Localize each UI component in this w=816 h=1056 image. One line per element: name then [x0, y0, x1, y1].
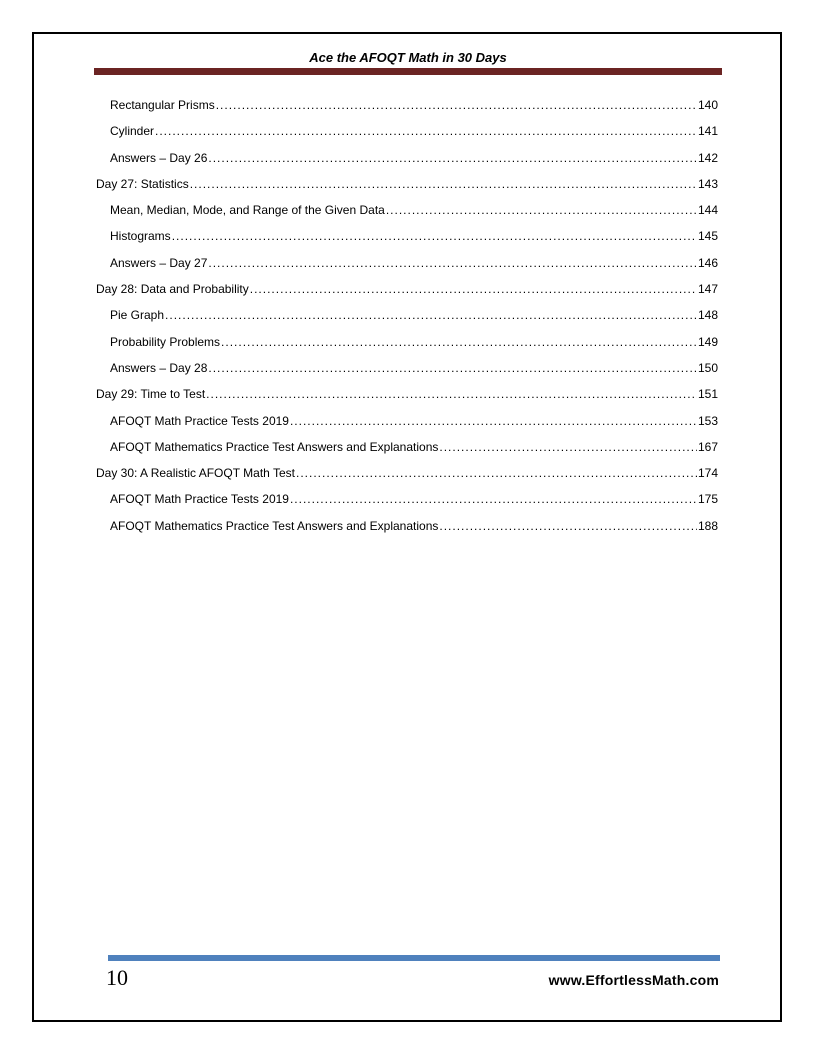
- toc-dot-leader: [208, 145, 697, 171]
- toc-entry-label: AFOQT Mathematics Practice Test Answers and Explanations: [110, 518, 439, 533]
- toc-entry[interactable]: [96, 118, 718, 144]
- toc-entry-label: Histograms: [110, 229, 171, 244]
- toc-dot-leader: [290, 486, 697, 512]
- toc-entry-label: AFOQT Mathematics Practice Test Answers and Explanations: [110, 439, 439, 454]
- toc-entry-label: AFOQT Math Practice Tests 2019: [110, 413, 289, 428]
- toc-dot-leader: [250, 276, 697, 302]
- toc-entry[interactable]: [96, 329, 718, 355]
- toc-dot-leader: [165, 302, 697, 328]
- toc-entry-page: 148: [697, 308, 718, 323]
- toc-dot-leader: [155, 118, 697, 144]
- toc-entry-page: 151: [697, 387, 718, 402]
- toc-entry-label: Answers – Day 28: [110, 360, 208, 375]
- toc-entry-page: 175: [697, 492, 718, 507]
- toc-entry[interactable]: [96, 513, 718, 539]
- toc-entry[interactable]: [96, 434, 718, 460]
- toc-dot-leader: [190, 171, 697, 197]
- toc-dot-leader: [439, 434, 697, 460]
- toc-entry-label: Rectangular Prisms: [110, 98, 215, 112]
- toc-entry[interactable]: [96, 486, 718, 512]
- toc-entry-label: Day 27: Statistics: [96, 176, 189, 191]
- toc-entry-page: 142: [697, 150, 718, 165]
- toc-entry-label: AFOQT Math Practice Tests 2019: [110, 492, 289, 507]
- toc-entry-page: 140: [697, 98, 718, 112]
- toc-entry[interactable]: [96, 460, 718, 486]
- toc-dot-leader: [439, 513, 697, 539]
- toc-entry-page: 149: [697, 334, 718, 349]
- toc-dot-leader: [216, 92, 697, 118]
- toc-entry-page: 146: [697, 255, 718, 270]
- toc-entry-page: 145: [697, 229, 718, 244]
- table-of-contents: [96, 92, 718, 539]
- toc-entry[interactable]: [96, 408, 718, 434]
- toc-entry-label: Pie Graph: [110, 308, 165, 323]
- toc-entry-page: 150: [697, 360, 718, 375]
- page-number: 10: [106, 965, 128, 990]
- toc-entry[interactable]: [96, 302, 718, 328]
- toc-dot-leader: [386, 197, 697, 223]
- toc-entry-label: Mean, Median, Mode, and Range of the Given Data: [110, 203, 385, 218]
- toc-entry-label: Probability Problems: [110, 334, 221, 349]
- toc-dot-leader: [290, 408, 697, 434]
- toc-entry[interactable]: [96, 223, 718, 249]
- toc-entry[interactable]: [96, 145, 718, 171]
- toc-dot-leader: [206, 381, 697, 407]
- toc-entry-label: Day 30: A Realistic AFOQT Math Test: [96, 466, 295, 481]
- toc-entry[interactable]: [96, 197, 718, 223]
- toc-entry[interactable]: [96, 92, 718, 118]
- toc-entry-page: 188: [697, 518, 718, 533]
- toc-entry-label: Answers – Day 27: [110, 255, 208, 270]
- toc-entry[interactable]: [96, 381, 718, 407]
- toc-entry[interactable]: [96, 276, 718, 302]
- toc-entry-page: 153: [697, 413, 718, 428]
- website-link[interactable]: www.EffortlessMath.com: [548, 972, 719, 988]
- toc-dot-leader: [172, 223, 697, 249]
- toc-entry[interactable]: [96, 171, 718, 197]
- toc-entry-page: 141: [697, 124, 718, 139]
- toc-entry-label: Day 29: Time to Test: [96, 387, 206, 402]
- toc-dot-leader: [208, 355, 697, 381]
- toc-entry-page: 174: [697, 466, 718, 481]
- footer-rule: [108, 955, 720, 961]
- toc-entry[interactable]: [96, 355, 718, 381]
- toc-dot-leader: [296, 460, 697, 486]
- running-header-title: Ace the AFOQT Math in 30 Days: [309, 50, 507, 65]
- header-rule: [94, 68, 722, 75]
- toc-entry-label: Cylinder: [110, 124, 155, 139]
- toc-entry-page: 143: [697, 176, 718, 191]
- toc-dot-leader: [221, 329, 697, 355]
- toc-dot-leader: [208, 250, 697, 276]
- toc-entry-label: Day 28: Data and Probability: [96, 282, 249, 297]
- toc-entry[interactable]: [96, 250, 718, 276]
- toc-entry-page: 144: [697, 203, 718, 218]
- toc-entry-page: 167: [697, 439, 718, 454]
- toc-entry-label: Answers – Day 26: [110, 150, 208, 165]
- toc-entry-page: 147: [697, 282, 718, 297]
